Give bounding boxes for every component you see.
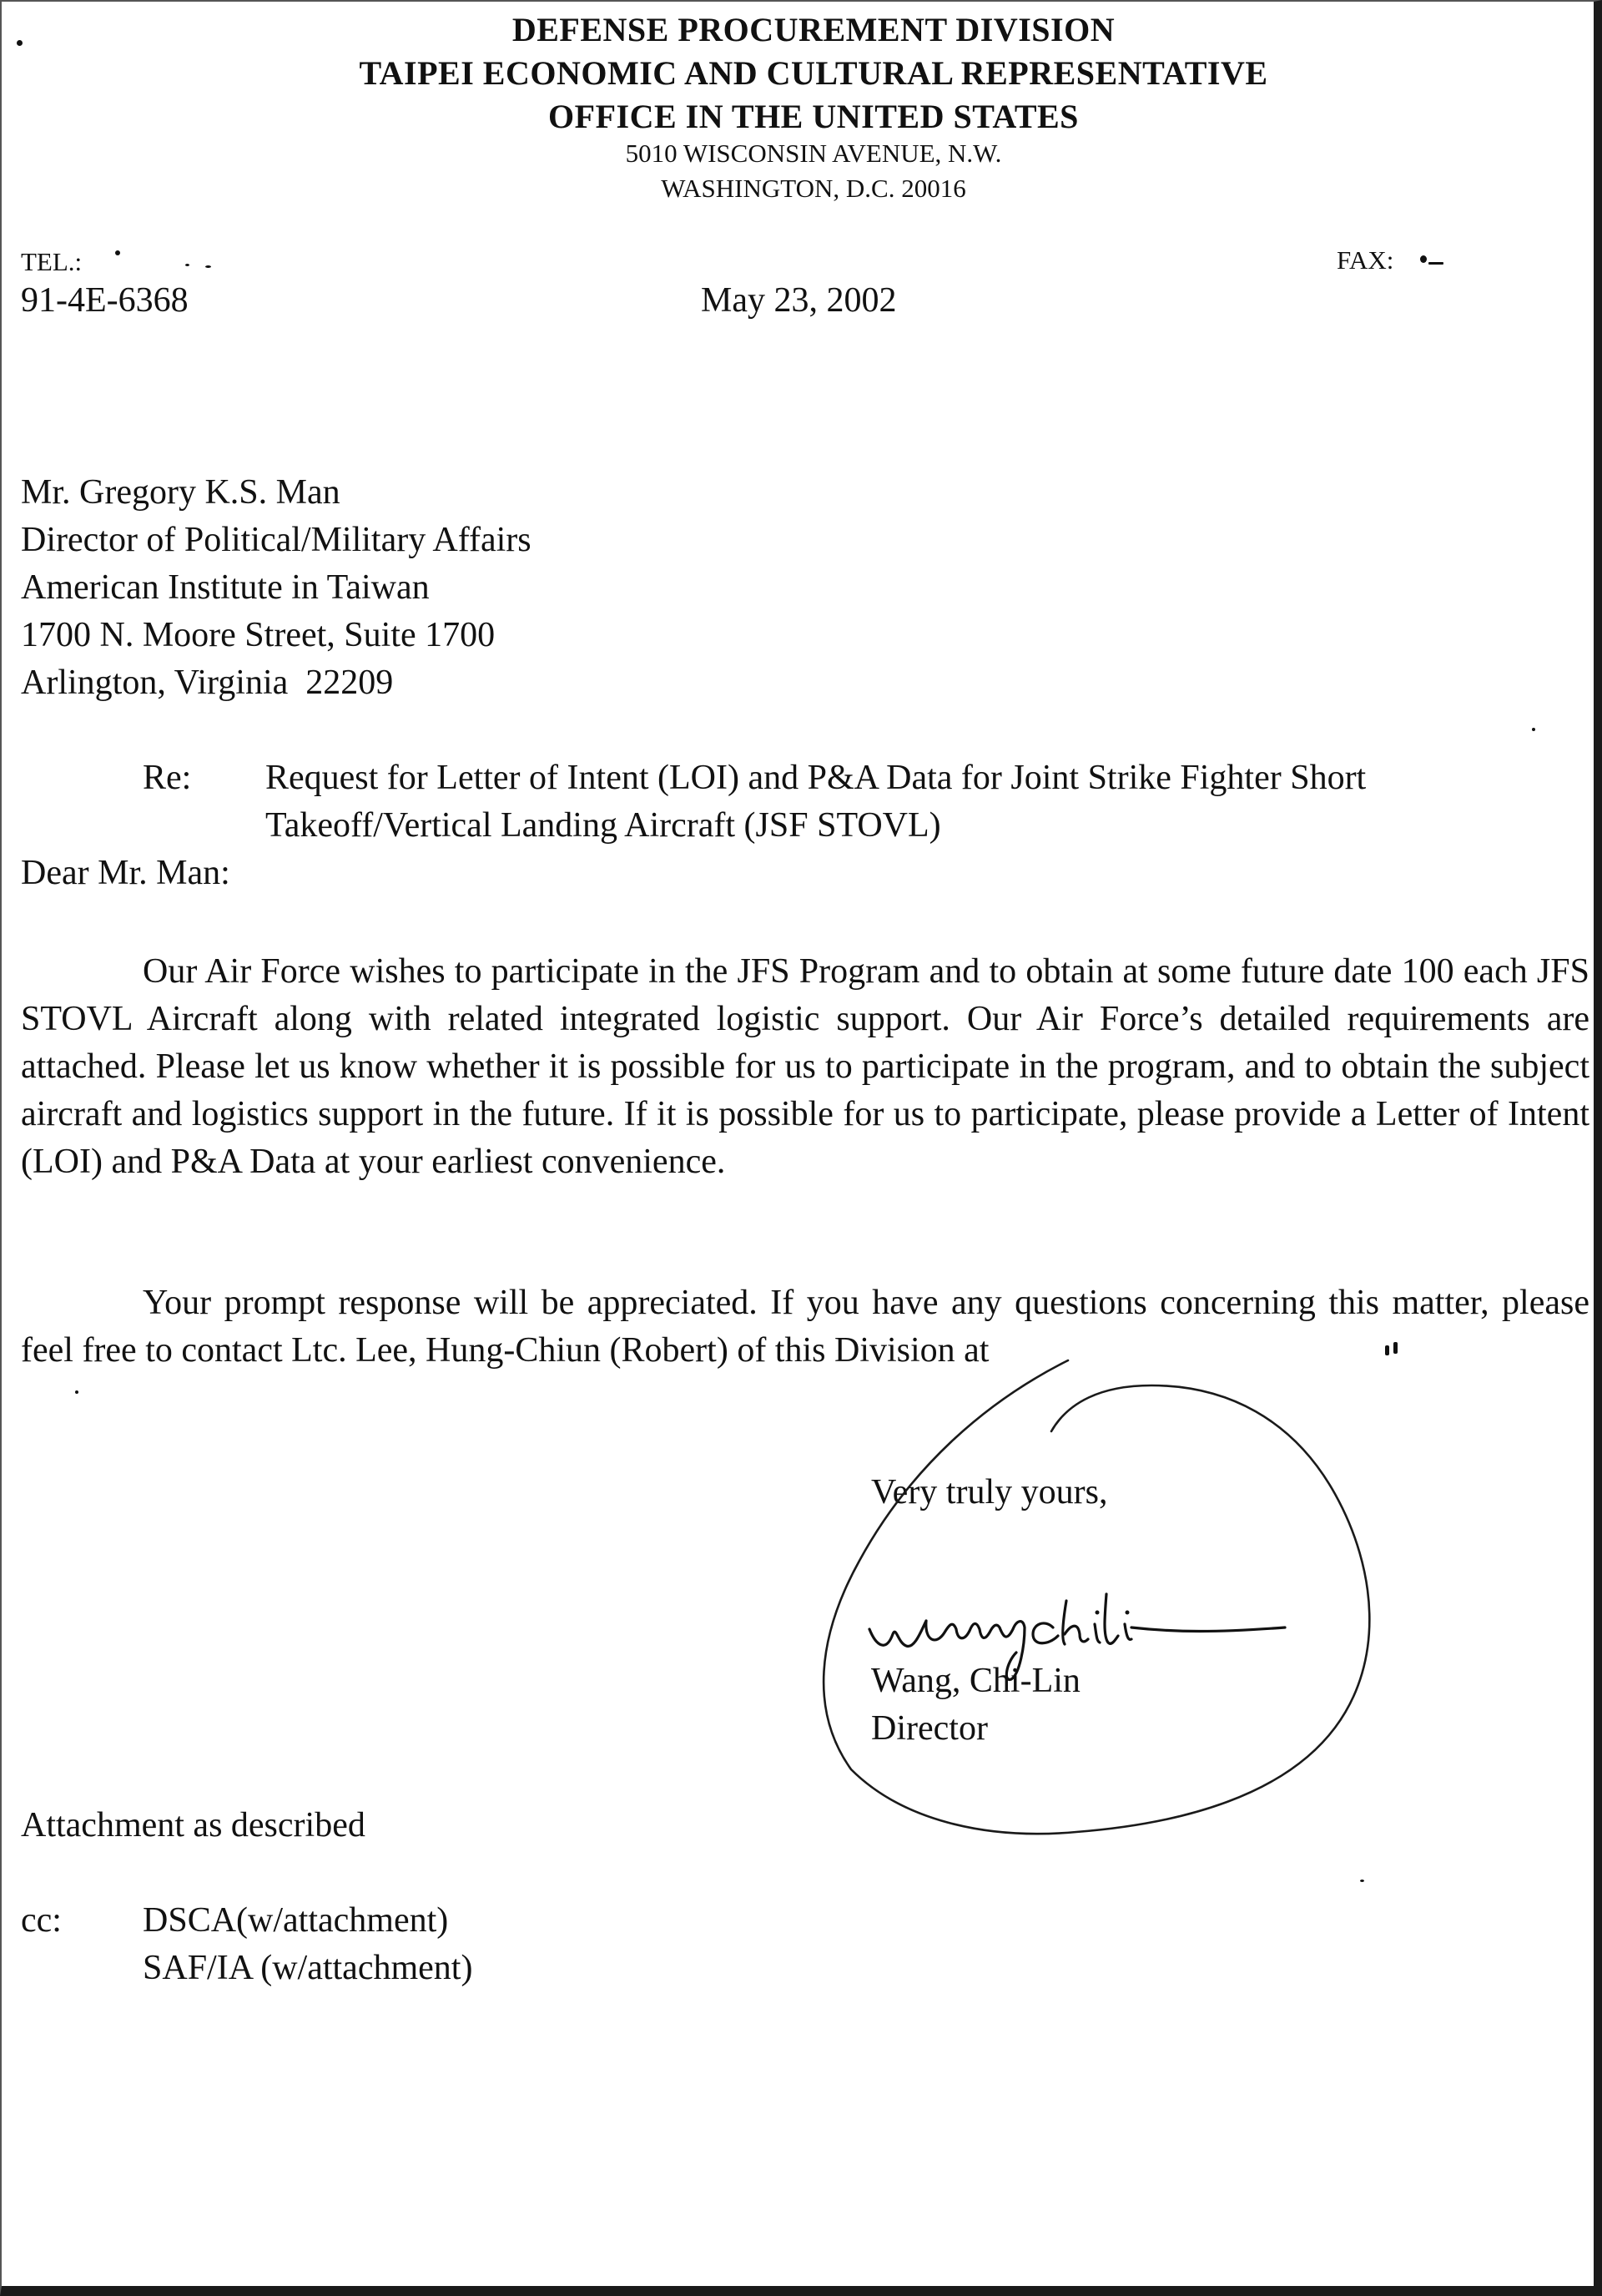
scan-speck xyxy=(75,1390,78,1394)
cc-item: DSCA(w/attachment) xyxy=(143,1901,449,1940)
redaction-mark xyxy=(205,265,211,268)
valediction: Very truly yours, xyxy=(871,1473,1108,1511)
subject-label: Re: xyxy=(143,759,192,797)
redaction-mark xyxy=(1428,262,1443,265)
tel-label: TEL.: xyxy=(21,247,83,276)
cc-item: SAF/IA (w/attachment) xyxy=(143,1949,473,1987)
redaction-mark xyxy=(185,264,189,266)
fax-label: FAX: xyxy=(1337,245,1394,275)
cc-label: cc: xyxy=(21,1901,62,1940)
letterhead-address-1: 5010 WISCONSIN AVENUE, N.W. xyxy=(625,139,1002,168)
body-paragraph-2-text: Your prompt response will be appreciated. If you have any questions concerning this matter, please feel free to contact Ltc. Lee, Hung-Chiun (Robert) of this Division at xyxy=(21,1284,1589,1370)
letterhead-line-2: TAIPEI ECONOMIC AND CULTURAL REPRESENTATIVE xyxy=(359,54,1268,92)
signer-name: Wang, Chi-Lin xyxy=(871,1662,1081,1700)
salutation: Dear Mr. Man: xyxy=(21,854,230,892)
scan-speck xyxy=(1360,1880,1364,1882)
scan-speck xyxy=(1532,728,1535,731)
recipient-title: Director of Political/Military Affairs xyxy=(21,521,531,559)
recipient-street: 1700 N. Moore Street, Suite 1700 xyxy=(21,616,496,654)
letter-date: May 23, 2002 xyxy=(701,281,897,320)
letterhead-line-3: OFFICE IN THE UNITED STATES xyxy=(548,98,1079,135)
letterhead-address-2: WASHINGTON, D.C. 20016 xyxy=(661,174,966,203)
redaction-mark xyxy=(1420,255,1427,263)
signer-title: Director xyxy=(871,1709,988,1748)
subject-line-2: Takeoff/Vertical Landing Aircraft (JSF STOVL) xyxy=(265,806,941,845)
attachment-note: Attachment as described xyxy=(21,1806,365,1844)
recipient-name: Mr. Gregory K.S. Man xyxy=(21,473,340,512)
letterhead-line-1: DEFENSE PROCUREMENT DIVISION xyxy=(511,11,1116,48)
body-paragraph-1 xyxy=(21,948,1589,1186)
hand-drawn-circle xyxy=(801,1352,1402,1836)
body-paragraph-1-text: Our Air Force wishes to participate in the JFS Program and to obtain at some future date 100 each JFS STOVL Aircraft along with related integrated logistic support. Our Air Force’s detailed requirements are attached. Please let us know whether it is possible for us to participate in the program, and to obtain the subject aircraft and logistics support in the future. If it is possible for us to participate, please provide a Letter of Intent (LOI) and P&A Data at your earliest convenience. xyxy=(21,952,1589,1181)
recipient-city: Arlington, Virginia 22209 xyxy=(21,664,394,702)
recipient-organization: American Institute in Taiwan xyxy=(21,568,430,607)
reference-number: 91-4E-6368 xyxy=(21,281,189,320)
redaction-mark xyxy=(115,250,120,255)
subject-line-1: Request for Letter of Intent (LOI) and P&A Data for Joint Strike Fighter Short xyxy=(265,759,1367,797)
